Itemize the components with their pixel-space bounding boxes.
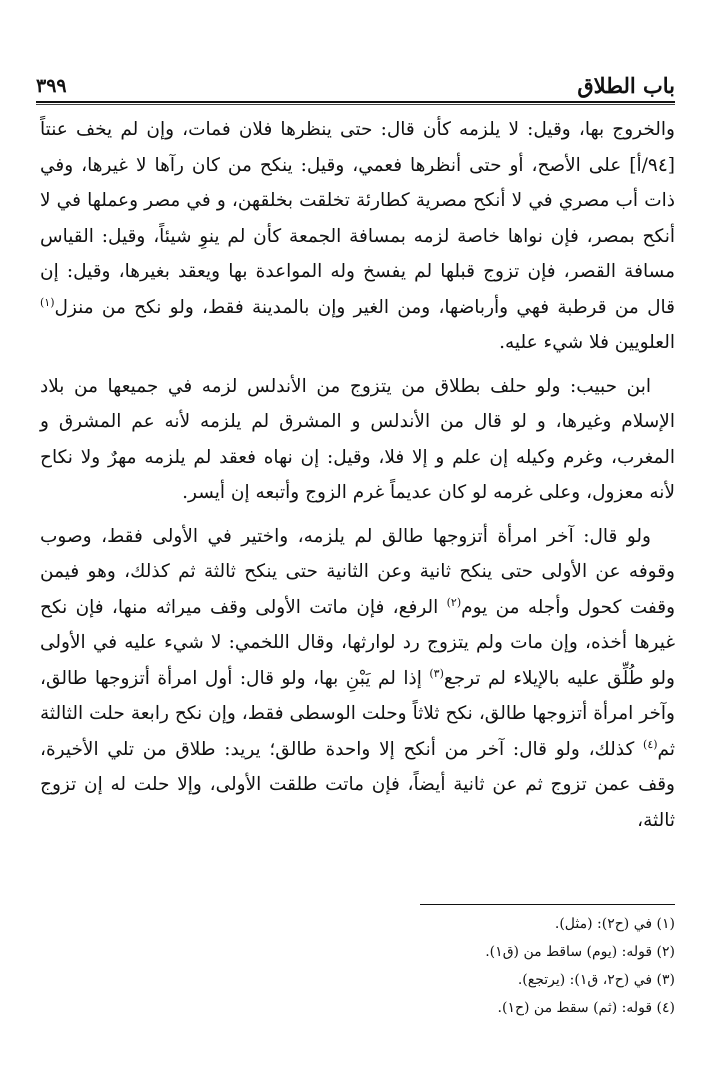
footnote-marker-1: (١) [40,295,55,309]
paragraph-3-text-a: ولو قال: آخر امرأة أتزوجها طالق لم يلزمه، واختير في الأولى فقط، وصوب وقوفه عن الأولى حتى ينكح ثانية وعن الثانية حتى ينكح ثالثة ثم كذلك، وهو فيمن وقفت كحول وأجله من يوم [40,525,675,618]
footnote-3: (٣) في (ح٢، ق١): (يرتجع). [517,972,675,988]
paragraph-2 [40,369,675,511]
paragraph-3-text-d: كذلك، ولو قال: آخر من أنكح إلا واحدة طالق؛ يريد: طلاق من تلي الأخيرة، وقف عمن تزوج ثم عن ثانية أيضاً، فإن ماتت طلقت الأولى، وإلا حلت له إن تزوج ثالثة، [40,738,675,831]
footnote-4: (٤) قوله: (ثم) سقط من (ح١). [497,1000,675,1016]
footnote-marker-3: (٣) [429,666,444,680]
footnote-marker-2: (٢) [446,595,462,609]
header-divider [36,101,675,103]
main-text [40,112,675,846]
footnote-marker-4: (٤) [643,737,658,751]
paragraph-1-text-b: العلويين فلا شيء عليه. [499,332,675,353]
paragraph-3-text-c: إذا لم يَبْنِ بها، ولو قال: أول امرأة أتزوجها طالق، وآخر امرأة أتزوجها طالق، نكح ثلاثاً وحلت الوسطى فقط، وإن نكح رابعة حلت الثالثة ثم [40,667,675,760]
footnote-2: (٢) قوله: (يوم) ساقط من (ق١). [485,944,675,960]
paragraph-1-text-a: والخروج بها، وقيل: لا يلزمه كأن قال: حتى ينظرها فلان فمات، وإن لم يخف عنتاً [٩٤/أ] على الأصح، أو حتى أنظرها فعمي، وقيل: ينكح من كان رآها لا غيرها، وفي ذات أب مصري في لا أنكح مصرية كطارئة تخلقت بخلقهن، و في مصر وعملها في لا أنكح بمصر، فإن نواها خاصة لزمه بمسافة الجمعة كأن لم ينوِ شيئاً، وقيل: القياس مسافة القصر، فإن تزوج قبلها لم يفسخ وله المواعدة بها ويعقد بغيرها، وقيل: إن قال من قرطبة فهي وأرباضها، ومن الغير وإن بالمدينة فقط، ولو نكح من منزل [40,119,675,318]
paragraph-3-text-b: الرفع، فإن ماتت الأولى وقف ميراثه منها، فإن نكح غيرها أخذه، وإن مات ولم يتزوج رد لوارثها، وقال اللخمي: لا شيء عليه في الأولى ولو طُلِّق عليه بالإيلاء لم ترجع [40,596,675,689]
paragraph-1 [40,112,675,361]
page-number: ٣٩٩ [36,75,67,97]
footnotes [200,912,675,1024]
header-divider-thin [36,104,675,105]
paragraph-3 [40,519,675,839]
footnote-divider [420,904,675,905]
paragraph-2-text: ابن حبيب: ولو حلف بطلاق من يتزوج من الأندلس لزمه في جميعها من بلاد الإسلام وغيرها، و لو قال من الأندلس و المشرق لم يلزمه لأنه عم المشرق و المغرب، وغرم وكيله إن علم و إلا فلا، وقيل: إن نهاه فعقد لم يلزمه مهرٌ ولا نكاح لأنه معزول، وعلى غرمه لو كان عديماً غرم الزوج وأتبعه إن أيسر. [40,375,675,503]
chapter-title: باب الطلاق [577,73,675,98]
footnote-1: (١) في (ح٢): (مثل). [554,916,675,932]
page-header [36,56,675,96]
